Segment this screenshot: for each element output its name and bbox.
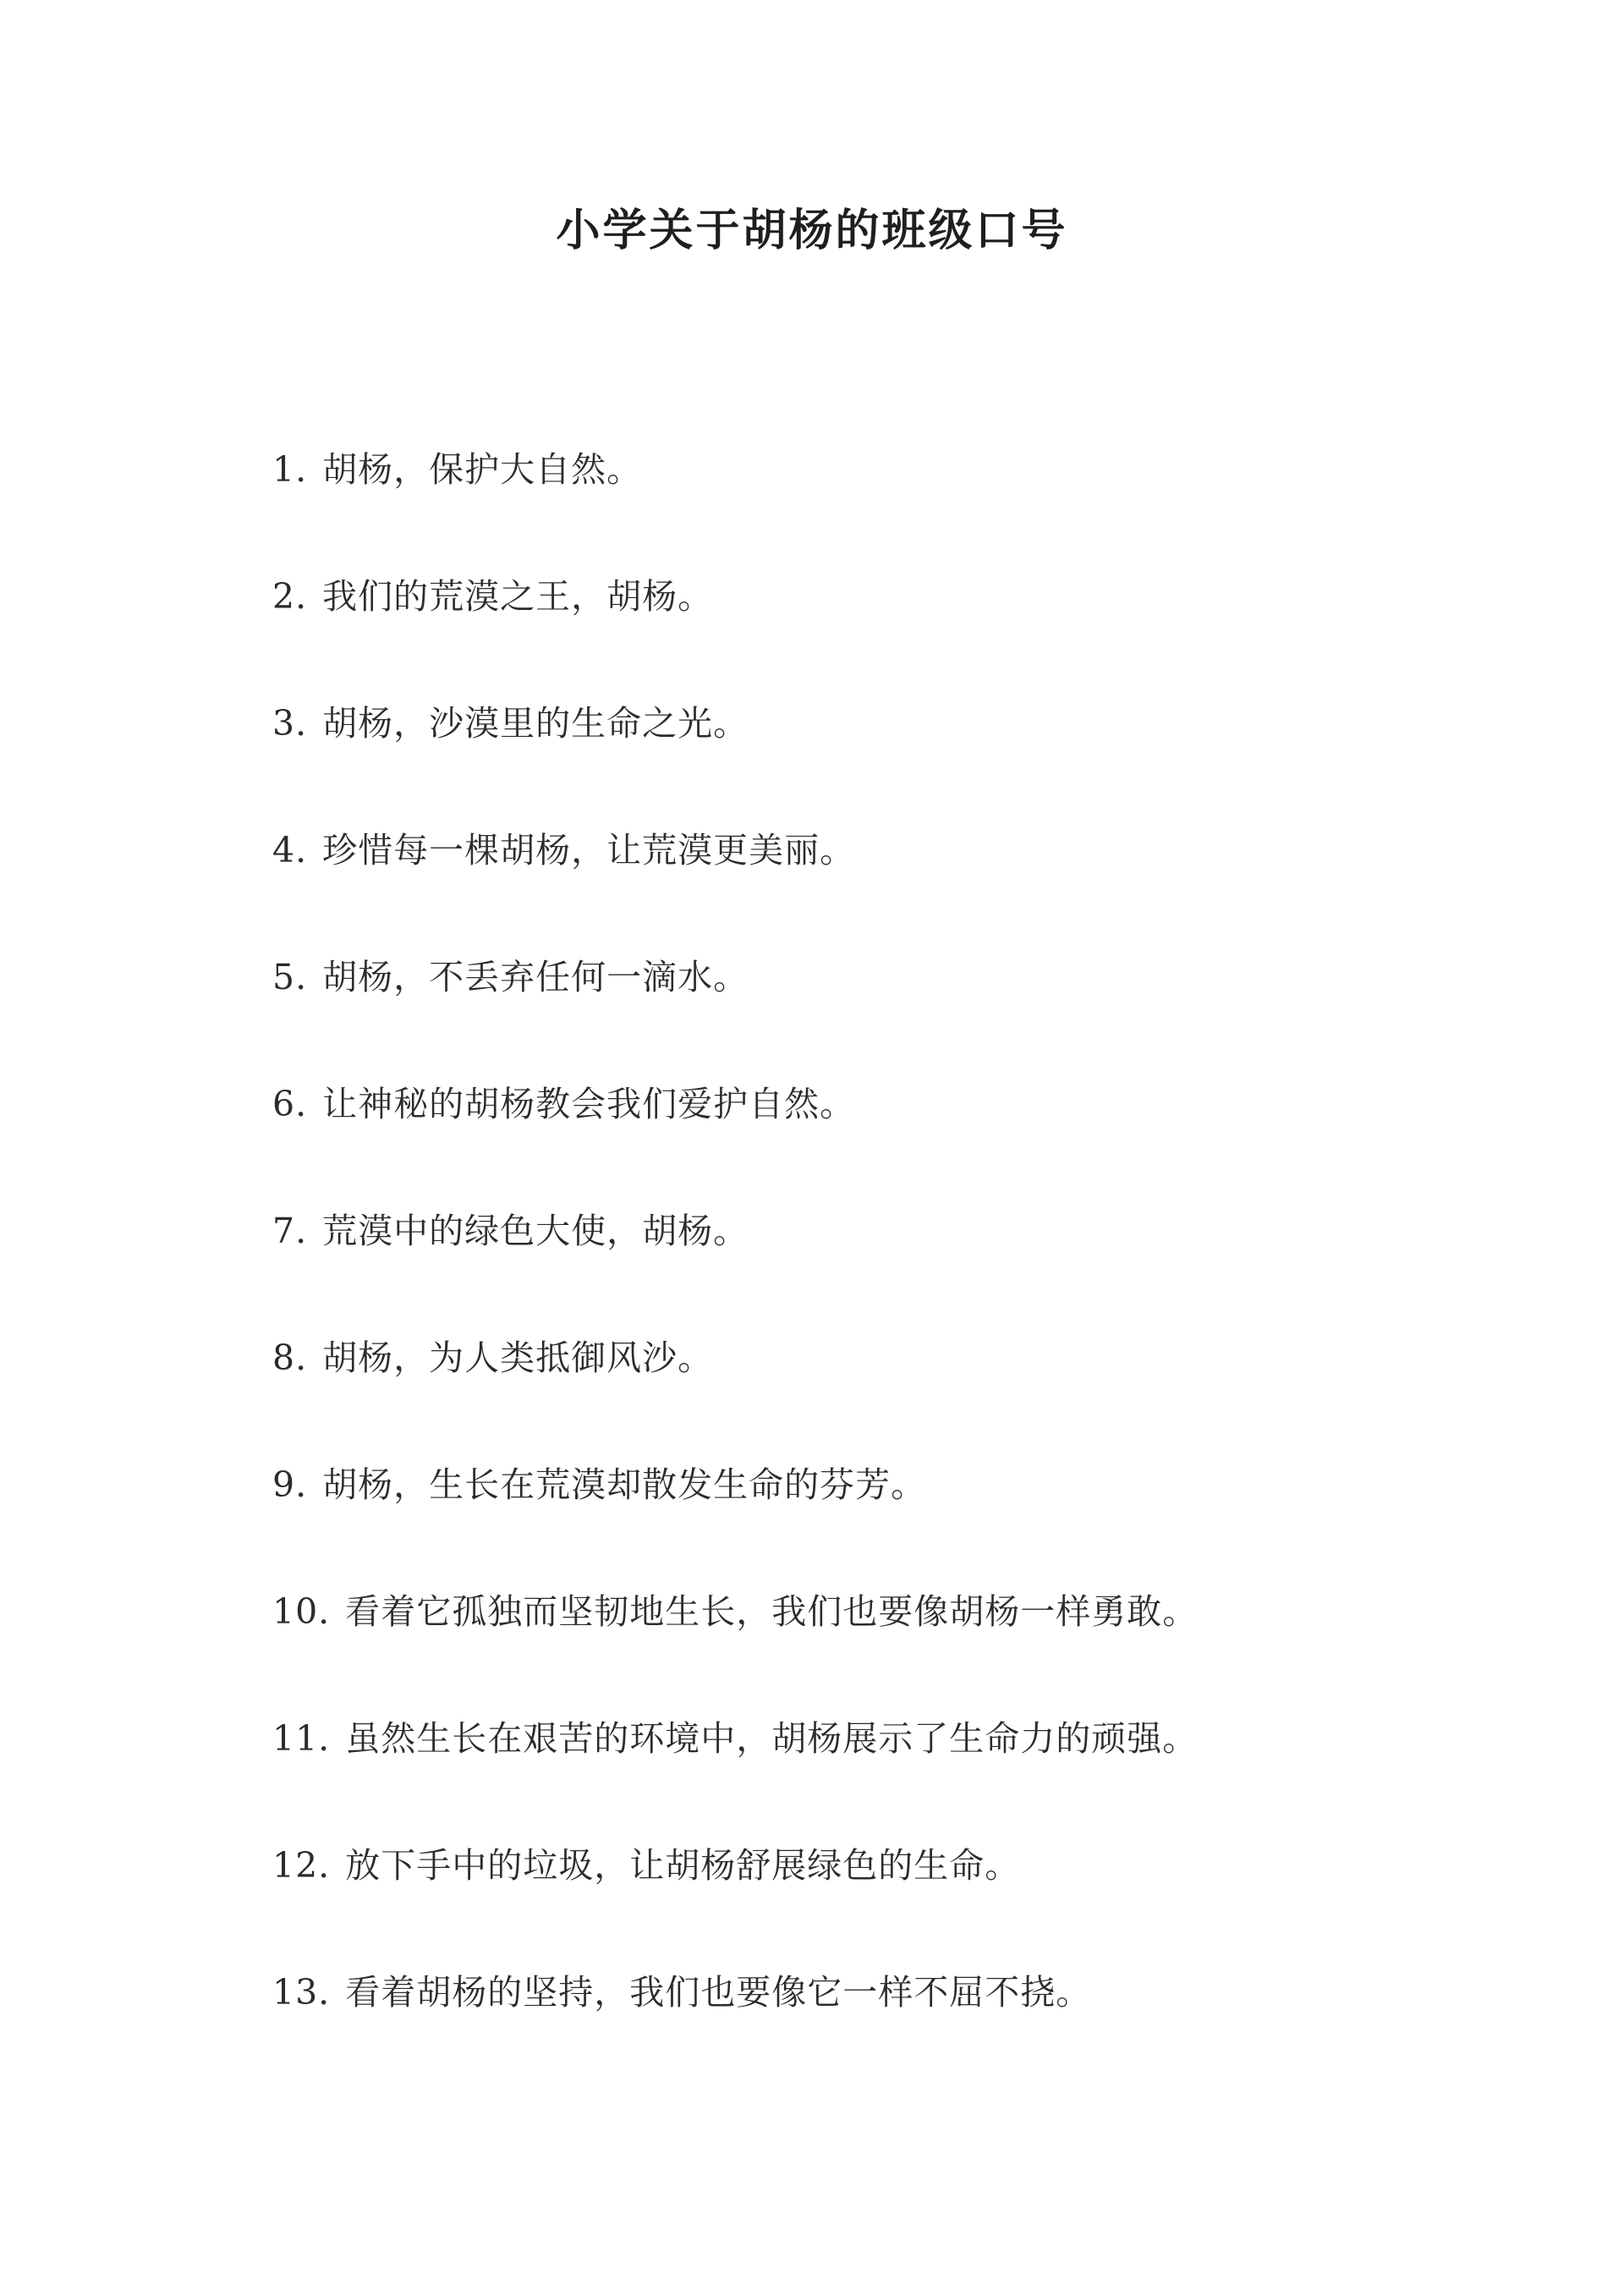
slogan-text: 让神秘的胡杨教会我们爱护自然。 <box>322 1084 856 1124</box>
slogan-item <box>272 1455 1541 1582</box>
slogan-number: 8. <box>272 1338 308 1378</box>
slogan-text: 胡杨，为人类抵御风沙。 <box>322 1338 714 1378</box>
slogan-item <box>272 821 1541 948</box>
slogan-item <box>272 567 1541 694</box>
slogan-number: 4. <box>272 830 308 871</box>
slogan-item <box>272 440 1541 567</box>
slogan-text: 我们的荒漠之王，胡杨。 <box>322 576 714 617</box>
slogan-item <box>272 1963 1541 2090</box>
slogan-item <box>272 1582 1541 1709</box>
document-title: 小学关于胡杨的班级口号 <box>556 205 1068 256</box>
slogan-number: 1. <box>272 449 308 490</box>
slogan-text: 胡杨，不丢弃任何一滴水。 <box>322 957 749 997</box>
slogan-text: 看着它孤独而坚韧地生长，我们也要像胡杨一样勇敢。 <box>345 1591 1199 1632</box>
slogan-number: 3. <box>272 703 308 744</box>
slogan-item <box>272 694 1541 821</box>
slogan-number: 10. <box>272 1591 331 1632</box>
slogan-item <box>272 1709 1541 1836</box>
slogan-list <box>272 440 1541 2090</box>
slogan-text: 胡杨，生长在荒漠却散发生命的芬芳。 <box>322 1464 927 1505</box>
slogan-text: 虽然生长在艰苦的环境中，胡杨展示了生命力的顽强。 <box>345 1718 1199 1759</box>
slogan-number: 5. <box>272 957 308 997</box>
slogan-item <box>272 1074 1541 1201</box>
slogan-number: 12. <box>272 1845 331 1886</box>
slogan-number: 2. <box>272 576 308 617</box>
slogan-item <box>272 1328 1541 1455</box>
slogan-number: 9. <box>272 1464 308 1505</box>
slogan-text: 珍惜每一棵胡杨，让荒漠更美丽。 <box>322 830 856 871</box>
slogan-number: 6. <box>272 1084 308 1124</box>
slogan-number: 7. <box>272 1211 308 1251</box>
slogan-text: 胡杨，沙漠里的生命之光。 <box>322 703 749 744</box>
slogan-number: 11. <box>272 1718 331 1759</box>
slogan-item <box>272 1201 1541 1328</box>
slogan-item <box>272 1836 1541 1963</box>
slogan-text: 看着胡杨的坚持，我们也要像它一样不屈不挠。 <box>345 1972 1092 2013</box>
slogan-text: 放下手中的垃圾，让胡杨舒展绿色的生命。 <box>345 1845 1021 1886</box>
slogan-text: 荒漠中的绿色大使，胡杨。 <box>322 1211 749 1251</box>
slogan-text: 胡杨，保护大自然。 <box>322 449 643 490</box>
slogan-item <box>272 948 1541 1074</box>
slogan-number: 13. <box>272 1972 331 2013</box>
